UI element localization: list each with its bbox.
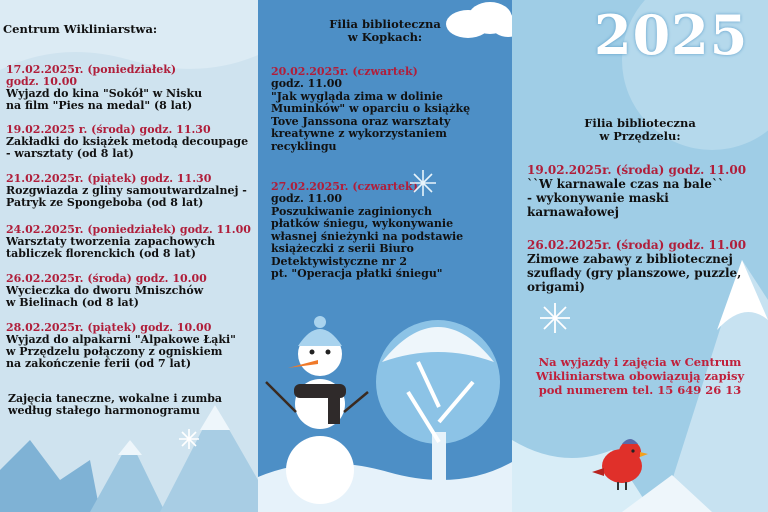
- right-event-1: 19.02.2025r. (środa) godz. 11.00 ``W karnawale czas na bale`` - wykonywanie maski karnawałowej: [527, 163, 747, 219]
- left-footer: Zajęcia taneczne, wokalne i zumba według stałego harmonogramu: [8, 392, 223, 417]
- left-event-2: 19.02.2025 r. (środa) godz. 11.30 Zakładki do książek metodą decoupage - warsztaty (od 8 lat): [6, 123, 249, 160]
- left-event-6: 28.02.2025r. (piątek) godz. 10.00 Wyjazd do alpakarni "Alpakowe Łąki" w Przędzelu połączony z ogniskiem na zakończenie ferii (od 7 lat): [6, 321, 236, 370]
- right-event-2: 26.02.2025r. (środa) godz. 11.00 Zimowe zabawy z bibliotecznej szuflady (gry planszowe, puzzle, origami): [527, 238, 747, 294]
- middle-title: Filia biblioteczna w Kopkach:: [329, 17, 441, 44]
- left-panel: [0, 0, 258, 512]
- left-event-4: 24.02.2025r. (poniedziałek) godz. 11.00 Warsztaty tworzenia zapachowych tabliczek florenckich (od 8 lat): [6, 223, 251, 260]
- left-event-3: 21.02.2025r. (piątek) godz. 11.30 Rozgwiazda z gliny samoutwardzalnej - Patryk ze Spongeboba (od 8 lat): [6, 172, 247, 209]
- snowflake-icon: [408, 168, 438, 198]
- red-bird-illustration: [590, 432, 650, 492]
- snowman-and-tree-illustration: [258, 312, 512, 512]
- registration-notice: Na wyjazdy i zajęcia w Centrum Wikliniarstwa obowiązują zapisy pod numerem tel. 15 649 26 13: [535, 355, 745, 397]
- right-title: Filia biblioteczna w Przędzelu:: [584, 116, 696, 143]
- snowflake-icon: [538, 301, 572, 335]
- middle-event-1: 20.02.2025r. (czwartek) godz. 11.00 "Jak wygląda zima w dolinie Muminków" w oparciu o książkę Tove Janssona oraz warsztaty kreatywne z wykorzystaniem recyklingu: [271, 65, 471, 153]
- middle-panel: [258, 0, 512, 512]
- year-heading: 2025: [594, 3, 749, 67]
- snowflake-icon: [178, 428, 200, 450]
- left-title: Centrum Wikliniarstwa:: [3, 22, 158, 36]
- right-panel: [512, 0, 768, 512]
- left-event-5: 26.02.2025r. (środa) godz. 10.00 Wycieczka do dworu Mniszchów w Bielinach (od 8 lat): [6, 272, 207, 309]
- middle-event-2: 27.02.2025r. (czwartek) godz. 11.00 Poszukiwanie zaginionych płatków śniegu, wykonywanie własnej śnieżynki na podstawie książeczki z serii Biuro Detektywistyczne nr 2 pt. "Operacja płatki śniegu": [271, 180, 464, 280]
- left-event-1: 17.02.2025r. (poniedziałek) godz. 10.00 Wyjazd do kina "Sokół" w Nisku na film "Pies na medal" (8 lat): [6, 63, 203, 112]
